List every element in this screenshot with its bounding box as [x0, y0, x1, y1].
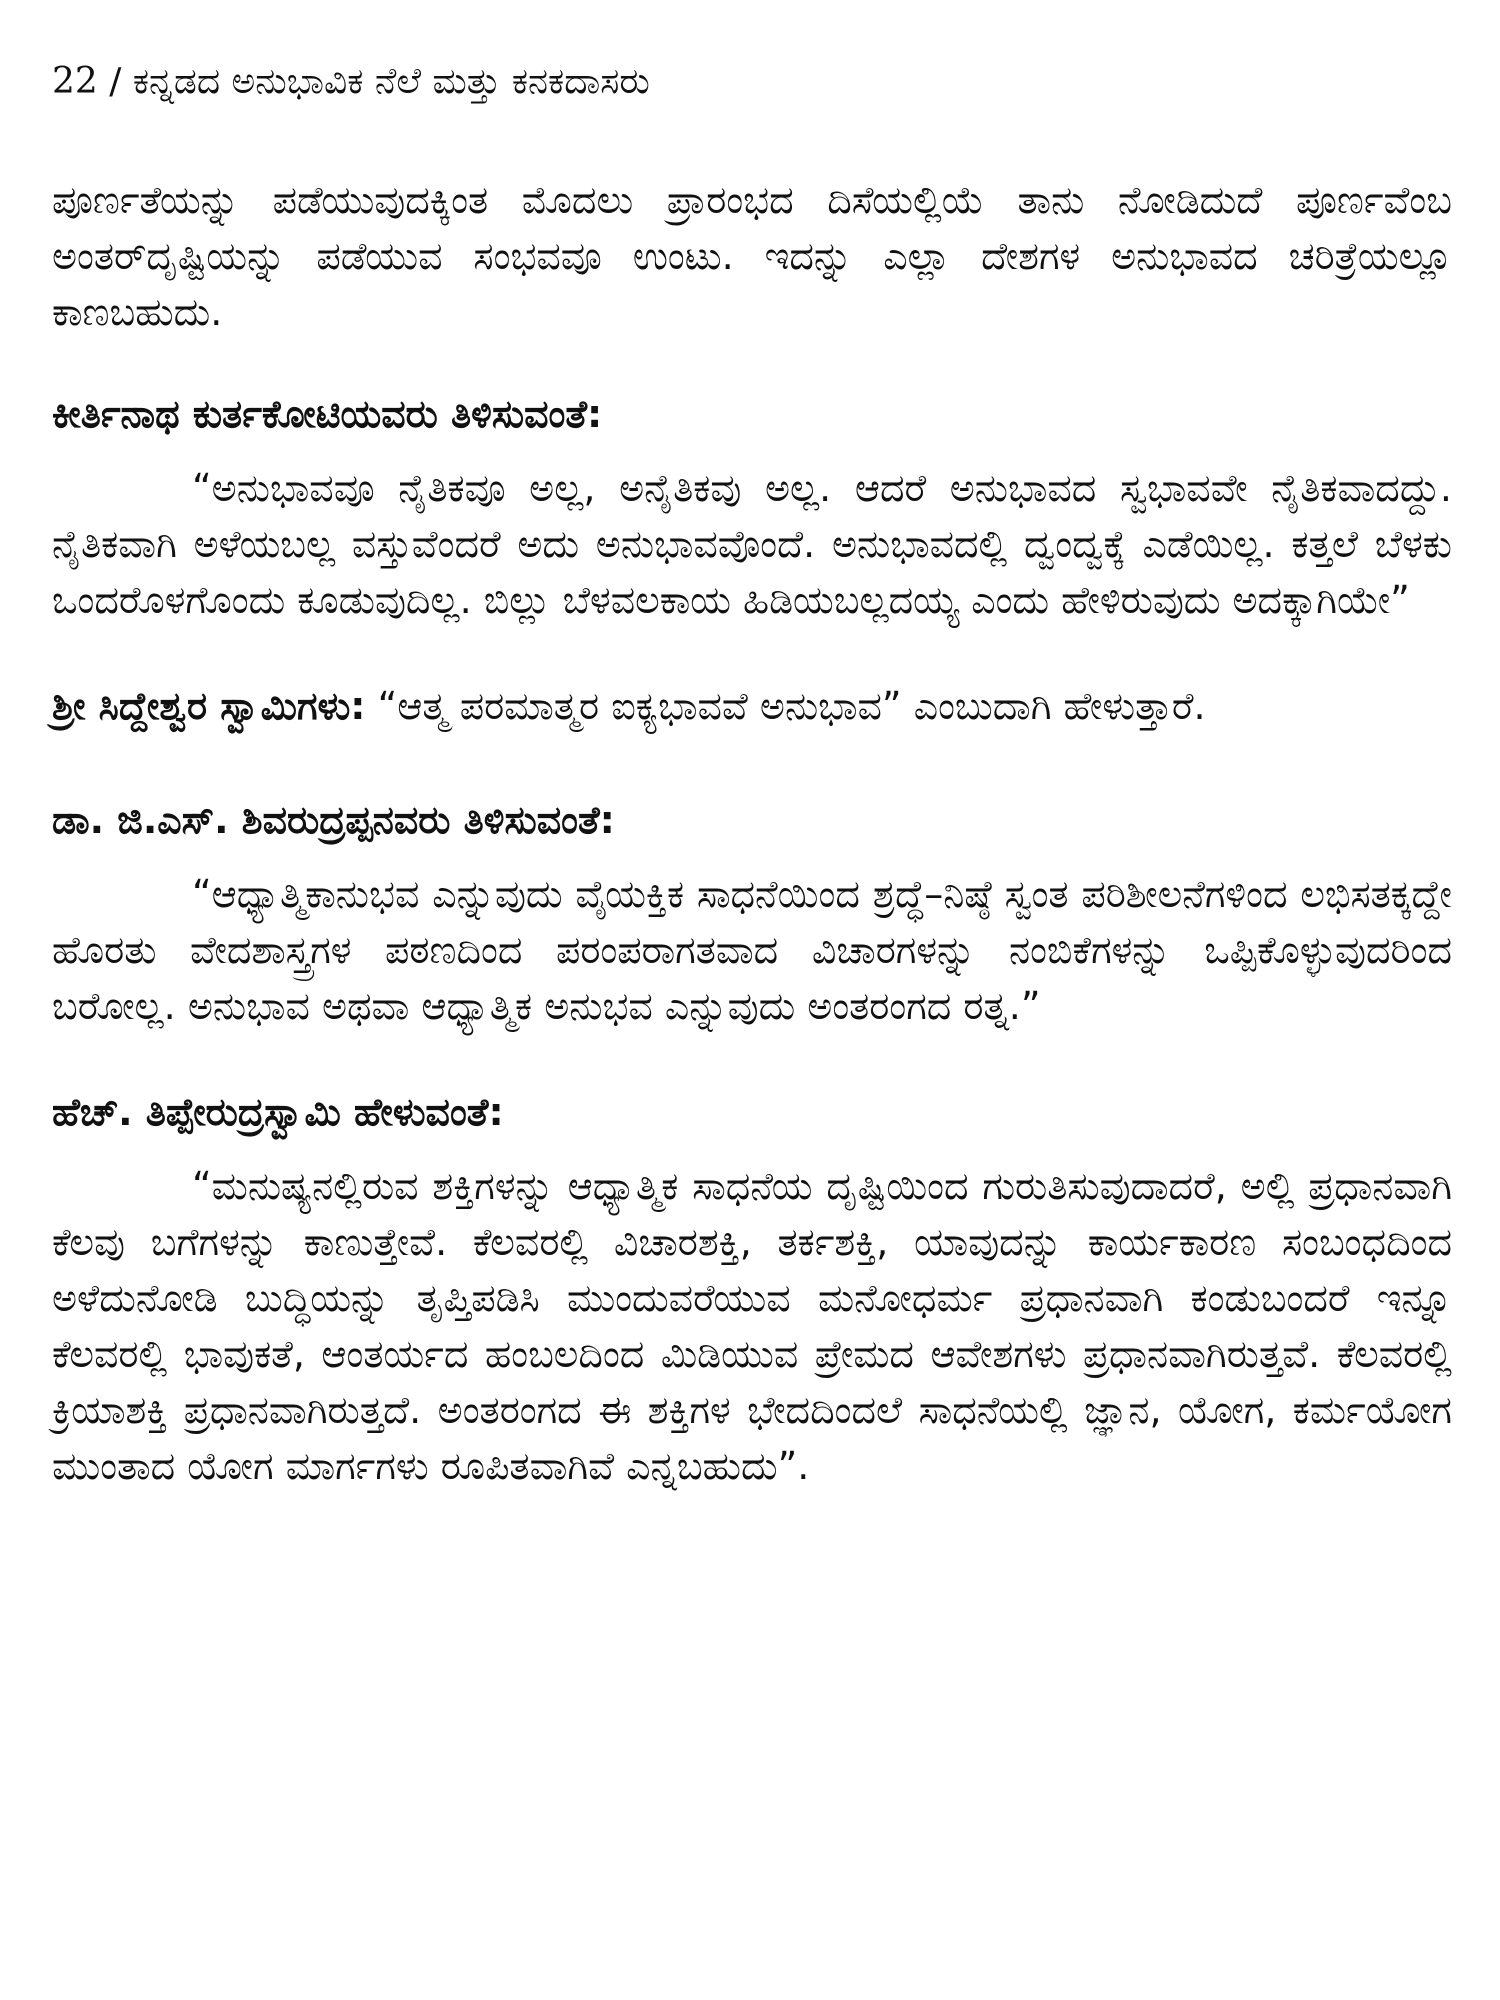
- intro-paragraph: ಪೂರ್ಣತೆಯನ್ನು ಪಡೆಯುವುದಕ್ಕಿಂತ ಮೊದಲು ಪ್ರಾರಂಭದ ದಿಸೆಯಲ್ಲಿಯೆ ತಾನು ನೋಡಿದುದೆ ಪೂರ್ಣವೆಂಬ ಅಂತರ್‌ದೃಷ್ಟಿಯನ್ನು ಪಡೆಯುವ ಸಂಭವವೂ ಉಂಟು. ಇದನ್ನು ಎಲ್ಲಾ ದೇಶಗಳ ಅನುಭಾವದ ಚರಿತ್ರೆಯಲ್ಲೂ ಕಾಣಬಹುದು.: [52, 178, 1452, 334]
- section2-text: “ಆತ್ಮ ಪರಮಾತ್ಮರ ಐಕ್ಯಭಾವವೆ ಅನುಭಾವ” ಎಂಬುದಾಗಿ ಹೇಳುತ್ತಾರೆ.: [365, 684, 1206, 728]
- section1-quote: “ಅನುಭಾವವೂ ನೈತಿಕವೂ ಅಲ್ಲ, ಅನೈತಿಕವು ಅಲ್ಲ. ಆದರೆ ಅನುಭಾವದ ಸ್ವಭಾವವೇ ನೈತಿಕವಾದದ್ದು. ನೈತಿಕವಾಗಿ ಅಳೆಯಬಲ್ಲ ವಸ್ತುವೆಂದರೆ ಅದು ಅನುಭಾವವೊಂದೆ. ಅನುಭಾವದಲ್ಲಿ ದ್ವಂದ್ವಕ್ಕೆ ಎಡೆಯಿಲ್ಲ. ಕತ್ತಲೆ ಬೆಳಕು ಒಂದರೊಳಗೊಂದು ಕೂಡುವುದಿಲ್ಲ. ಬಿಲ್ಲು ಬೆಳವಲಕಾಯ ಹಿಡಿಯಬಲ್ಲದಯ್ಯ ಎಂದು ಹೇಳಿರುವುದು ಅದಕ್ಕಾಗಿಯೇ”: [52, 466, 1452, 622]
- section2-paragraph: [52, 678, 1452, 734]
- book-title: ಕನ್ನಡದ ಅನುಭಾವಿಕ ನೆಲೆ ಮತ್ತು ಕನಕದಾಸರು: [132, 61, 650, 102]
- section3-heading: ಡಾ. ಜಿ.ಎಸ್. ಶಿವರುದ್ರಪ್ಪನವರು ತಿಳಿಸುವಂತೆ:: [52, 798, 615, 842]
- section3-quote: “ಆಧ್ಯಾತ್ಮಿಕಾನುಭವ ಎನ್ನುವುದು ವೈಯಕ್ತಿಕ ಸಾಧನೆಯಿಂದ ಶ್ರದ್ಧೆ–ನಿಷ್ಠೆ ಸ್ವಂತ ಪರಿಶೀಲನೆಗಳಿಂದ ಲಭಿಸತಕ್ಕದ್ದೇ ಹೊರತು ವೇದಶಾಸ್ತ್ರಗಳ ಪಠಣದಿಂದ ಪರಂಪರಾಗತವಾದ ವಿಚಾರಗಳನ್ನು ನಂಬಿಕೆಗಳನ್ನು ಒಪ್ಪಿಕೊಳ್ಳುವುದರಿಂದ ಬರೋಲ್ಲ. ಅನುಭಾವ ಅಥವಾ ಆಧ್ಯಾತ್ಮಿಕ ಅನುಭವ ಎನ್ನುವುದು ಅಂತರಂಗದ ರತ್ನ.”: [52, 872, 1452, 1028]
- section4-heading: ಹೆಚ್. ತಿಪ್ಪೇರುದ್ರಸ್ವಾಮಿ ಹೇಳುವಂತೆ:: [52, 1090, 504, 1134]
- section1-heading: ಕೀರ್ತಿನಾಥ ಕುರ್ತಕೋಟಿಯವರು ತಿಳಿಸುವಂತೆ:: [52, 392, 603, 436]
- document-page: [52, 52, 1452, 1972]
- section4-quote: “ಮನುಷ್ಯನಲ್ಲಿರುವ ಶಕ್ತಿಗಳನ್ನು ಆಧ್ಯಾತ್ಮಿಕ ಸಾಧನೆಯ ದೃಷ್ಟಿಯಿಂದ ಗುರುತಿಸುವುದಾದರೆ, ಅಲ್ಲಿ ಪ್ರಧಾನವಾಗಿ ಕೆಲವು ಬಗೆಗಳನ್ನು ಕಾಣುತ್ತೇವೆ. ಕೆಲವರಲ್ಲಿ ವಿಚಾರಶಕ್ತಿ, ತರ್ಕಶಕ್ತಿ, ಯಾವುದನ್ನು ಕಾರ್ಯಕಾರಣ ಸಂಬಂಧದಿಂದ ಅಳೆದುನೋಡಿ ಬುದ್ಧಿಯನ್ನು ತೃಪ್ತಿಪಡಿಸಿ ಮುಂದುವರೆಯುವ ಮನೋಧರ್ಮ ಪ್ರಧಾನವಾಗಿ ಕಂಡುಬಂದರೆ ಇನ್ನೂ ಕೆಲವರಲ್ಲಿ ಭಾವುಕತೆ, ಆಂತರ್ಯದ ಹಂಬಲದಿಂದ ಮಿಡಿಯುವ ಪ್ರೇಮದ ಆವೇಶಗಳು ಪ್ರಧಾನವಾಗಿರುತ್ತವೆ. ಕೆಲವರಲ್ಲಿ ಕ್ರಿಯಾಶಕ್ತಿ ಪ್ರಧಾನವಾಗಿರುತ್ತದೆ. ಅಂತರಂಗದ ಈ ಶಕ್ತಿಗಳ ಭೇದದಿಂದಲೆ ಸಾಧನೆಯಲ್ಲಿ ಜ್ಞಾನ, ಯೋಗ, ಕರ್ಮಯೋಗ ಮುಂತಾದ ಯೋಗ ಮಾರ್ಗಗಳು ರೂಪಿತವಾಗಿವೆ ಎನ್ನಬಹುದು”.: [52, 1164, 1452, 1488]
- section2-heading: ಶ್ರೀ ಸಿದ್ದೇಶ್ವರ ಸ್ವಾಮಿಗಳು:: [52, 684, 366, 728]
- running-header: [52, 52, 1452, 112]
- page-number: 22: [52, 61, 98, 102]
- header-separator: /: [97, 61, 133, 102]
